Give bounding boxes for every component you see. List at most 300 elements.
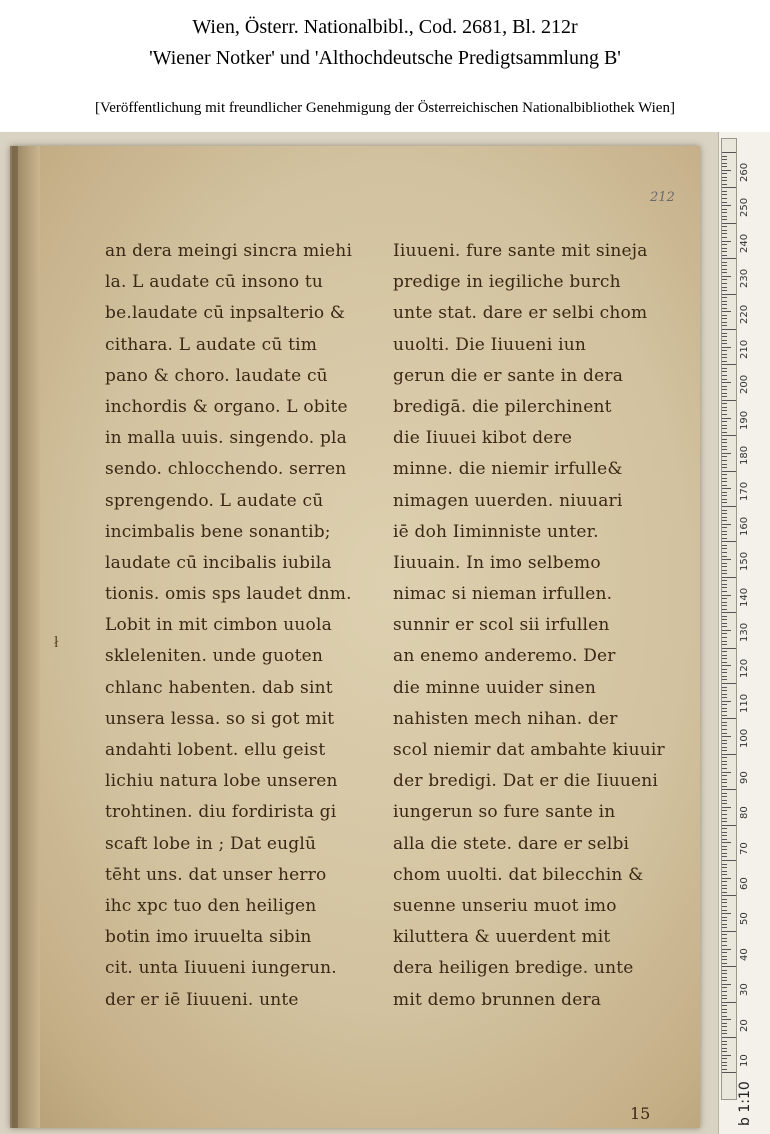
ruler-tick <box>722 534 727 535</box>
ruler-tick <box>722 810 727 811</box>
ruler-tick <box>722 548 727 549</box>
ruler-number: 140 <box>739 587 750 607</box>
ruler-tick <box>722 704 727 705</box>
ruler-tick <box>722 541 736 542</box>
ruler-tick <box>722 322 727 323</box>
ruler-tick <box>722 262 727 263</box>
ruler-tick <box>722 701 731 702</box>
ruler-tick <box>722 202 727 203</box>
right-column-line: dera heiligen bredige. unte <box>393 958 634 979</box>
ruler-tick <box>722 637 727 638</box>
ruler-tick <box>722 733 727 734</box>
left-column-line: tionis. omis sps laudet dnm. <box>105 584 352 605</box>
ruler-tick <box>722 874 727 875</box>
ruler-tick <box>722 166 727 167</box>
ruler-tick <box>722 488 731 489</box>
ruler-tick <box>722 888 727 889</box>
ruler-tick <box>722 439 727 440</box>
ruler-tick <box>722 800 727 801</box>
left-column-line: pano & choro. laudate cū <box>105 365 328 386</box>
ruler-tick <box>722 860 736 861</box>
ruler-tick <box>722 393 727 394</box>
ruler-tick <box>722 959 727 960</box>
ruler-tick <box>722 775 727 776</box>
page-header <box>0 0 770 132</box>
ruler-tick <box>722 835 727 836</box>
ruler-tick <box>722 283 727 284</box>
ruler-tick <box>722 442 727 443</box>
ruler-tick <box>722 297 727 298</box>
left-column-line: lichiu natura lobe unseren <box>105 771 338 792</box>
ruler-tick <box>722 163 727 164</box>
ruler-tick <box>722 580 727 581</box>
ruler-tick <box>722 308 727 309</box>
right-column-line: alla die stete. dare er selbi <box>393 833 630 854</box>
ruler-tick <box>722 609 727 610</box>
ruler-tick <box>722 856 727 857</box>
ruler-tick <box>722 796 727 797</box>
ruler-tick <box>722 938 727 939</box>
ruler-tick <box>722 917 727 918</box>
ruler-tick <box>722 205 731 206</box>
left-column-line: in malla uuis. singendo. pla <box>105 428 348 449</box>
ruler-tick <box>722 747 727 748</box>
right-column-line: nimac si nieman irfullen. <box>393 584 613 605</box>
ruler-number: 110 <box>739 693 750 713</box>
ruler-number: 250 <box>739 198 750 218</box>
ruler-tick <box>722 867 727 868</box>
ruler-tick <box>722 595 731 596</box>
left-column-line: cit. unta Iiuueni iungerun. <box>105 958 337 979</box>
ruler-tick <box>722 598 727 599</box>
ruler-tick <box>722 1069 727 1070</box>
left-column-line: sendo. chlocchendo. serren <box>105 459 347 480</box>
ruler-tick <box>722 772 731 773</box>
ruler-tick <box>722 237 727 238</box>
right-column <box>393 236 713 1016</box>
ruler-tick <box>722 619 727 620</box>
ruler-number: 150 <box>739 552 750 572</box>
ruler-tick <box>722 340 727 341</box>
ruler-tick <box>722 633 727 634</box>
ruler-tick <box>722 587 727 588</box>
ruler-tick <box>722 467 727 468</box>
ruler-tick <box>722 460 727 461</box>
ruler-tick <box>722 1012 727 1013</box>
left-column-line: be.laudate cū inpsalterio & <box>105 303 346 324</box>
right-column-line: unte stat. dare er selbi chom <box>393 303 648 324</box>
ruler-tick <box>722 152 736 153</box>
ruler-tick <box>722 878 731 879</box>
ruler-tick <box>722 513 727 514</box>
left-column-line: ihc xpc tuo den heiligen <box>105 895 317 916</box>
ruler-tick <box>722 357 727 358</box>
ruler-tick <box>722 970 727 971</box>
ruler-tick <box>722 1058 727 1059</box>
ruler-tick <box>722 255 727 256</box>
ruler-tick <box>722 672 727 673</box>
ruler-tick <box>722 743 727 744</box>
ruler-tick <box>722 241 731 242</box>
right-column-line: die Iiuuei kibot dere <box>393 428 573 449</box>
ruler-tick <box>722 329 736 330</box>
ruler-tick <box>722 832 727 833</box>
ruler-scale-label: b 1:10 <box>737 1081 753 1126</box>
ruler-tick <box>722 556 727 557</box>
ruler-tick <box>722 853 727 854</box>
ruler-tick <box>722 828 727 829</box>
ruler-tick <box>722 807 731 808</box>
left-column-line: botin imo iruuelta sibin <box>105 927 312 948</box>
ruler-tick <box>722 191 727 192</box>
ruler-tick <box>722 711 727 712</box>
ruler-tick <box>722 198 727 199</box>
left-column-line: andahti lobent. ellu geist <box>105 740 326 760</box>
ruler-tick <box>722 818 727 819</box>
ruler-tick <box>722 750 727 751</box>
ruler-tick <box>722 973 727 974</box>
ruler-number: 190 <box>739 410 750 430</box>
ruler-tick <box>722 931 736 932</box>
ruler-tick <box>722 949 731 950</box>
margin-mark: ł <box>54 634 59 651</box>
ruler-tick <box>722 159 727 160</box>
ruler-tick <box>722 233 727 234</box>
left-column-line: trohtinen. diu fordirista gi <box>105 802 337 823</box>
ruler-tick <box>722 1030 727 1031</box>
ruler-tick <box>722 403 727 404</box>
ruler-tick <box>722 279 727 280</box>
left-column-line: an dera meingi sincra miehi <box>105 241 353 261</box>
ruler-tick <box>722 591 727 592</box>
ruler-tick <box>722 764 727 765</box>
left-column-line: scaft lobe in ; Dat euglū <box>105 833 317 854</box>
ruler-tick <box>722 428 727 429</box>
ruler-tick <box>722 662 727 663</box>
ruler-tick <box>722 1016 727 1017</box>
ruler-tick <box>722 379 727 380</box>
bottom-signature-mark: 15 <box>630 1104 651 1123</box>
ruler-number: 200 <box>739 375 750 395</box>
ruler-tick <box>722 219 727 220</box>
left-column-line: chlanc habenten. dab sint <box>105 677 333 698</box>
ruler-number: 260 <box>739 162 750 182</box>
ruler-tick <box>722 456 727 457</box>
ruler-number: 90 <box>739 771 750 784</box>
ruler-tick <box>722 793 727 794</box>
ruler-tick <box>722 1065 727 1066</box>
ruler-number: 170 <box>739 481 750 501</box>
ruler-tick <box>722 410 727 411</box>
ruler-number: 80 <box>739 806 750 820</box>
ruler-tick <box>722 187 736 188</box>
ruler-tick <box>722 566 727 567</box>
ruler-tick <box>722 527 727 528</box>
left-column-line: skleleniten. unde guoten <box>105 646 324 667</box>
ruler-tick <box>722 194 727 195</box>
ruler-tick <box>722 287 727 288</box>
ruler-tick <box>722 906 727 907</box>
ruler-tick <box>722 605 727 606</box>
ruler-tick <box>722 779 727 780</box>
ruler-tick <box>722 294 736 295</box>
ruler-tick <box>722 446 727 447</box>
ruler-tick <box>722 272 727 273</box>
ruler-tick <box>722 641 727 642</box>
ruler-tick <box>722 630 731 631</box>
ruler-tick <box>722 573 727 574</box>
ruler-tick <box>722 471 736 472</box>
ruler-number: 180 <box>739 446 750 466</box>
page-subtitle: 'Wiener Notker' und 'Althochdeutsche Predigtsammlung B' <box>149 47 621 69</box>
ruler-tick <box>722 333 727 334</box>
ruler-tick <box>722 722 727 723</box>
ruler-tick <box>722 725 727 726</box>
right-column-line: an enemo anderemo. Der <box>393 646 616 667</box>
ruler-tick <box>722 449 727 450</box>
ruler-tick <box>722 559 731 560</box>
ruler-tick <box>722 945 727 946</box>
ruler-tick <box>722 520 727 521</box>
ruler-tick <box>722 626 727 627</box>
left-column-line: cithara. L audate cū tim <box>105 334 318 355</box>
left-column-line: tēht uns. dat unser herro <box>105 864 327 885</box>
ruler-tick <box>722 485 727 486</box>
ruler-tick <box>722 510 727 511</box>
ruler-number: 240 <box>739 233 750 253</box>
ruler-tick <box>722 502 727 503</box>
ruler-tick <box>722 311 731 312</box>
ruler-tick <box>722 814 727 815</box>
right-column-line: uuolti. Die Iiuueni iun <box>393 334 587 355</box>
ruler-tick <box>722 683 736 684</box>
ruler-tick <box>722 343 727 344</box>
right-column-line: der bredigi. Dat er die Iiuueni <box>393 771 659 792</box>
ruler-tick <box>722 1005 727 1006</box>
ruler-tick <box>722 616 727 617</box>
ruler-tick <box>722 517 727 518</box>
ruler-tick <box>722 655 727 656</box>
ruler-tick <box>722 768 727 769</box>
ruler-number: 130 <box>739 623 750 643</box>
ruler-tick <box>722 679 727 680</box>
ruler-tick <box>722 1037 736 1038</box>
ruler-tick <box>722 276 731 277</box>
ruler-tick <box>722 524 731 525</box>
measurement-ruler <box>718 132 770 1134</box>
right-column-line: die minne uuider sinen <box>393 677 597 698</box>
right-column-line: sunnir er scol sii irfullen <box>393 615 610 636</box>
ruler-tick <box>722 977 727 978</box>
ruler-tick <box>722 336 727 337</box>
ruler-tick <box>722 1062 727 1063</box>
right-column-line: nimagen uuerden. niuuari <box>393 490 623 511</box>
ruler-tick <box>722 623 727 624</box>
ruler-tick <box>722 846 727 847</box>
left-column-line: laudate cū incibalis iubila <box>105 552 332 573</box>
ruler-tick <box>722 216 727 217</box>
ruler-tick <box>722 821 727 822</box>
ruler-tick <box>722 966 736 967</box>
ruler-tick <box>722 184 727 185</box>
left-column-line: la. L audate cū insono tu <box>105 272 324 293</box>
ruler-tick <box>722 396 727 397</box>
ruler-tick <box>722 920 727 921</box>
ruler-tick <box>722 563 727 564</box>
ruler-tick <box>722 910 727 911</box>
ruler-number: 40 <box>739 948 750 961</box>
ruler-tick <box>722 212 727 213</box>
ruler-tick <box>722 407 727 408</box>
ruler-tick <box>722 963 727 964</box>
ruler-tick <box>722 881 727 882</box>
ruler-tick <box>722 425 727 426</box>
ruler-tick <box>722 432 727 433</box>
ruler-tick <box>722 995 727 996</box>
ruler-tick <box>722 325 727 326</box>
ruler-tick <box>722 552 727 553</box>
ruler-tick <box>722 658 727 659</box>
ruler-tick <box>722 757 727 758</box>
folio-number: 212 <box>650 190 675 205</box>
ruler-tick <box>722 849 727 850</box>
ruler-tick <box>722 687 727 688</box>
ruler-tick <box>722 708 727 709</box>
right-column-line: nahisten mech nihan. der <box>393 708 618 729</box>
ruler-tick <box>722 612 736 613</box>
ruler-tick <box>722 421 727 422</box>
ruler-tick <box>722 481 727 482</box>
ruler-tick <box>722 354 727 355</box>
ruler-tick <box>722 980 727 981</box>
ruler-tick <box>722 871 727 872</box>
ruler-tick <box>722 570 727 571</box>
ruler-number: 220 <box>739 304 750 324</box>
ruler-tick <box>722 400 736 401</box>
manuscript-leaf <box>10 146 700 1128</box>
ruler-tick <box>722 761 727 762</box>
ruler-number: 120 <box>739 658 750 678</box>
ruler-tick <box>722 1019 731 1020</box>
ruler-tick <box>722 1041 727 1042</box>
ruler-tick <box>722 690 727 691</box>
ruler-tick <box>722 934 727 935</box>
ruler-tick <box>722 1009 727 1010</box>
ruler-number: 210 <box>739 339 750 359</box>
ruler-number: 10 <box>739 1054 750 1067</box>
ruler-tick <box>722 265 727 266</box>
ruler-tick <box>722 924 727 925</box>
ruler-tick <box>722 435 736 436</box>
ruler-tick <box>722 842 731 843</box>
ruler-tick <box>722 170 731 171</box>
ruler-tick <box>722 1051 727 1052</box>
ruler-number: 20 <box>739 1018 750 1032</box>
ruler-tick <box>722 464 727 465</box>
ruler-tick <box>722 1033 727 1034</box>
ruler-tick <box>722 531 727 532</box>
ruler-tick <box>722 414 727 415</box>
ruler-tick <box>722 651 727 652</box>
ruler-tick <box>722 998 727 999</box>
ruler-number: 50 <box>739 912 750 926</box>
ruler-tick <box>722 361 727 362</box>
ruler-tick <box>722 718 736 719</box>
ruler-tick <box>722 644 727 645</box>
ruler-tick <box>722 892 727 893</box>
ruler-tick <box>722 226 727 227</box>
ruler-tick <box>722 453 731 454</box>
ruler-tick <box>722 754 736 755</box>
ruler-tick <box>722 1026 727 1027</box>
ruler-tick <box>722 1044 727 1045</box>
ruler-tick <box>722 180 727 181</box>
ruler-tick <box>722 156 727 157</box>
ruler-tick <box>722 386 727 387</box>
ruler-tick <box>722 697 727 698</box>
right-column-line: scol niemir dat ambahte kiuuir <box>393 740 665 760</box>
ruler-tick <box>722 952 727 953</box>
ruler-number: 30 <box>739 983 750 997</box>
ruler-number: 70 <box>739 841 750 855</box>
ruler-tick <box>722 665 731 666</box>
ruler-tick <box>722 495 727 496</box>
ruler-tick <box>722 991 727 992</box>
ruler-tick <box>722 899 727 900</box>
ruler-tick <box>722 301 727 302</box>
ruler-tick <box>722 499 727 500</box>
ruler-tick <box>722 987 727 988</box>
ruler-tick <box>722 545 727 546</box>
ruler-tick <box>722 269 727 270</box>
left-column-line: unsera lessa. so si got mit <box>105 708 335 729</box>
ruler-tick <box>722 927 727 928</box>
ruler-tick <box>722 223 736 224</box>
left-column <box>105 236 380 1016</box>
ruler-tick <box>722 1002 736 1003</box>
ruler-number: 230 <box>739 269 750 289</box>
ruler-tick <box>722 315 727 316</box>
ruler-tick <box>722 676 727 677</box>
left-column-line: der er iē Iiuueni. unte <box>105 989 299 1010</box>
ruler-tick <box>722 786 727 787</box>
ruler-number: 160 <box>739 516 750 536</box>
ruler-tick <box>722 715 727 716</box>
ruler-tick <box>722 864 727 865</box>
binding-shadow <box>12 146 18 1128</box>
ruler-tick <box>722 1023 727 1024</box>
ruler-tick <box>722 825 736 826</box>
ruler-tick <box>722 602 727 603</box>
right-column-line: Iiuuain. In imo selbemo <box>393 552 601 573</box>
ruler-tick <box>722 230 727 231</box>
ruler-tick <box>722 648 736 649</box>
ruler-tick <box>722 251 727 252</box>
ruler-tick <box>722 885 727 886</box>
ruler-tick <box>722 803 727 804</box>
right-column-line: chom uuolti. dat bilecchin & <box>393 864 644 885</box>
ruler-tick <box>722 839 727 840</box>
ruler-tick <box>722 956 727 957</box>
right-column-line: gerun die er sante in dera <box>393 365 624 386</box>
ruler-tick <box>722 506 736 507</box>
right-column-line: bredigā. die pilerchinent <box>393 396 612 417</box>
ruler-tick <box>722 669 727 670</box>
ruler-tick <box>722 902 727 903</box>
left-column-line: sprengendo. L audate cū <box>105 490 324 511</box>
ruler-tick <box>722 492 727 493</box>
ruler-tick <box>722 736 731 737</box>
